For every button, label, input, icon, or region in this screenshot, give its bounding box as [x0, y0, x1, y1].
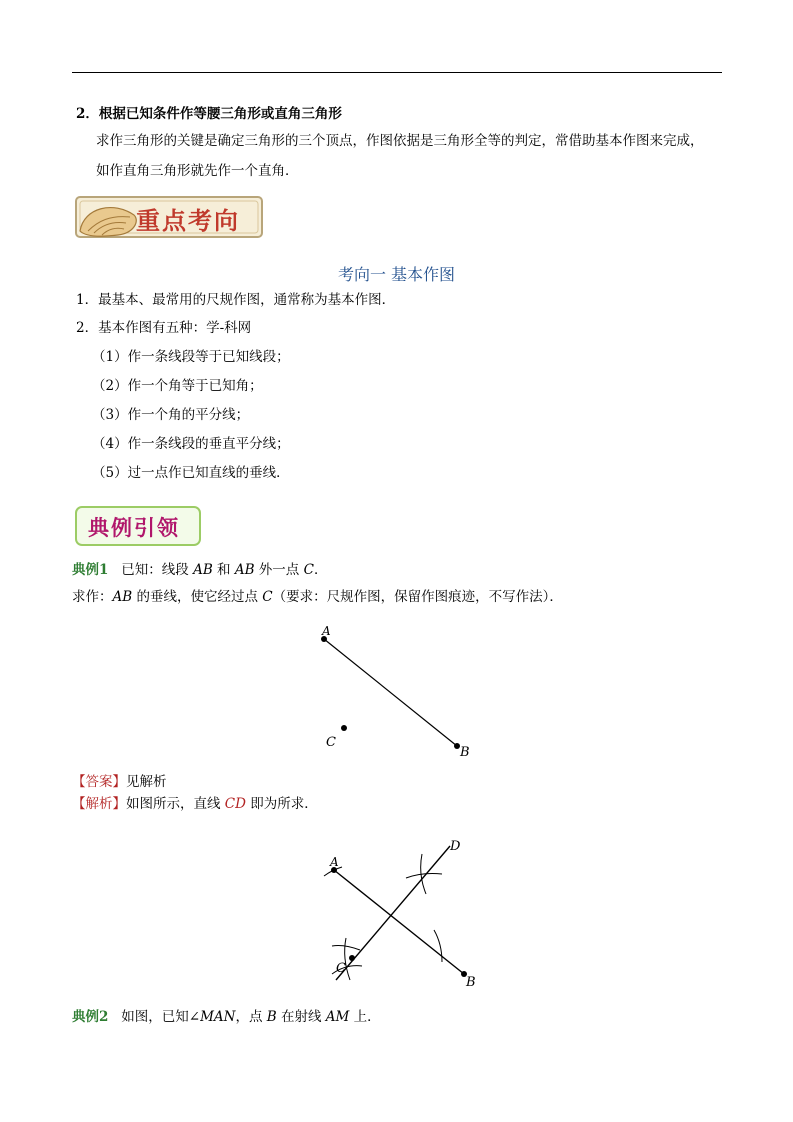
section-paragraph-line-2: 如作直角三角形就先作一个直角． [96, 163, 299, 179]
section-heading: 2．根据已知条件作等腰三角形或直角三角形 [76, 106, 342, 122]
arc-right [434, 930, 442, 962]
fig2-label-b: B [466, 975, 476, 990]
example1-given-pre: 已知：线段 [121, 562, 194, 578]
examples-banner [74, 505, 202, 547]
analysis-cd: CD [224, 796, 246, 812]
section-paragraph-line-1: 求作三角形的关键是确定三角形的三个顶点，作图依据是三角形全等的判定，常借助基本作图来完成， [96, 133, 704, 149]
example1-construction-figure [318, 834, 488, 992]
example2-text-pre: 如图，已知∠ [121, 1009, 201, 1025]
example1-answer [72, 776, 167, 790]
basic-construction-4: （4）作一条线段的垂直平分线； [92, 436, 290, 452]
point-2: 2．基本作图有五种：学-科网 [76, 320, 252, 336]
analysis-post: 即为所求． [245, 796, 318, 812]
arc-c-1 [332, 946, 360, 951]
example1-analysis [72, 798, 318, 812]
point-c [341, 725, 347, 731]
example1-req-end: （要求：尺规作图，保留作图痕迹，不写作法）． [272, 589, 563, 605]
example1-req-pre: 求作： [72, 589, 113, 605]
basic-construction-3: （3）作一个角的平分线； [92, 407, 250, 423]
example1-label: 典例1 [72, 562, 109, 578]
basic-construction-5: （5）过一点作已知直线的垂线． [92, 465, 290, 481]
example1-req-c: C [262, 589, 273, 605]
topic-title: 考向一 基本作图 [337, 265, 456, 284]
fig2-point-c [349, 955, 355, 961]
example2-label: 典例2 [72, 1009, 109, 1025]
banner-title: 重点考向 [136, 206, 240, 235]
analysis-tag: 【解析】 [72, 796, 126, 812]
answer-text: 见解析 [126, 774, 167, 790]
fig2-label-a: A [330, 855, 339, 869]
example2-b: B [266, 1009, 277, 1025]
answer-tag: 【答案】 [72, 774, 126, 790]
example2-text-end: 上． [349, 1009, 381, 1025]
example1-given [72, 564, 327, 578]
label-a: A [322, 624, 331, 638]
example2-am: AM [325, 1009, 350, 1025]
example1-given-post: 外一点 [254, 562, 304, 578]
basic-construction-2: （2）作一个角等于已知角； [92, 378, 263, 394]
label-b: B [460, 745, 470, 760]
example1-req-ab: AB [112, 589, 133, 605]
key-direction-banner [74, 193, 264, 241]
example1-given-ab1: AB [193, 562, 213, 578]
example1-requirement [72, 591, 563, 605]
basic-construction-1: （1）作一条线段等于已知线段； [92, 349, 290, 365]
header-rule [72, 72, 722, 73]
example1-given-end: ． [313, 562, 328, 578]
example2-text-mid2: 在射线 [276, 1009, 326, 1025]
example1-figure [310, 618, 480, 768]
example2-text-mid: ，点 [235, 1009, 267, 1025]
example2 [72, 1011, 381, 1025]
fig2-label-c: C [336, 961, 346, 976]
example1-given-c: C [303, 562, 314, 578]
label-c: C [326, 735, 336, 750]
example1-given-mid: 和 [212, 562, 235, 578]
example1-given-ab2: AB [234, 562, 255, 578]
example2-man: MAN [200, 1009, 236, 1025]
example1-req-mid: 的垂线，使它经过点 [132, 589, 263, 605]
examples-banner-title: 典例引领 [88, 515, 180, 540]
analysis-pre: 如图所示，直线 [126, 796, 225, 812]
fig2-label-d: D [450, 839, 461, 854]
point-1: 1．最基本、最常用的尺规作图，通常称为基本作图． [76, 292, 396, 308]
